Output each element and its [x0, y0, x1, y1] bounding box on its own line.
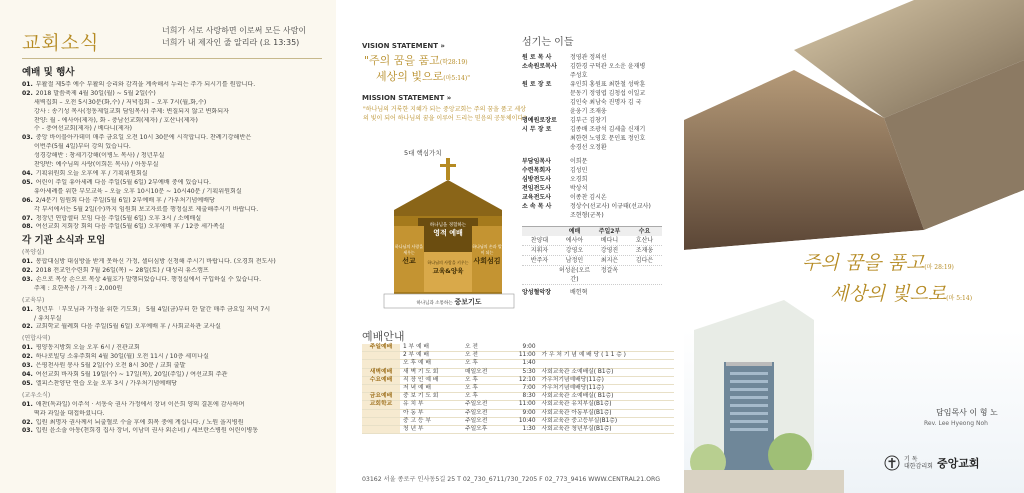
- servant-row: [522, 143, 672, 152]
- denomination: [904, 456, 933, 470]
- news-item: [22, 419, 328, 428]
- worship-ampm: 주일오전: [462, 417, 505, 425]
- worship-time: 7:00: [505, 385, 539, 393]
- news-body: [22, 64, 328, 436]
- servant-role: [522, 71, 570, 80]
- news-item-number: 05.: [22, 178, 33, 186]
- news-item-number: 03.: [22, 275, 33, 283]
- news-item-text: 기획위원회 오늘 오후에 후 / 기획위원회실: [35, 169, 148, 177]
- worship-row: [362, 426, 674, 434]
- worship-name: 오 후 예 배: [400, 360, 462, 368]
- servant-row: [522, 166, 672, 175]
- worship-name: 중 고 등 부: [400, 417, 462, 425]
- news-item: [22, 344, 328, 353]
- worship-time: 9:00: [505, 344, 539, 352]
- news-item-text: 이번주(5월 4일)부터 강의 있습니다.: [34, 143, 131, 151]
- choir-grid-head-cell: 주일2부: [598, 228, 621, 235]
- worship-cat: [362, 360, 400, 368]
- worship-name: 유 치 부: [400, 401, 462, 409]
- news-item-text: 새벽집회 – 오전 5시30분(화,수) / 저녁집회 – 오후 7시(월,화,수): [34, 98, 207, 106]
- worship-time: 8:30: [505, 393, 539, 401]
- worship-time: 9:00: [505, 409, 539, 417]
- servant-row: [522, 98, 672, 107]
- worship-row: [362, 376, 674, 384]
- worship-name: 아 동 부: [400, 409, 462, 417]
- worship-cat: 교회학교: [362, 401, 400, 409]
- mission-heading: MISSION STATEMENT »: [362, 94, 452, 102]
- vision-line-2: 세상의 빛으로: [376, 70, 444, 83]
- worship-ampm: 오 후: [462, 376, 505, 384]
- servant-names: 김부근 김창기: [570, 117, 607, 124]
- news-item-number: 02.: [22, 267, 33, 275]
- servant-role: [522, 143, 570, 152]
- worship-name: 2 부 예 배: [400, 352, 462, 360]
- news-item-number: 04.: [22, 371, 33, 378]
- news-item: [22, 143, 328, 152]
- denomination-line-2: 대한감리회: [904, 463, 933, 470]
- worship-cat: [362, 409, 400, 417]
- news-item-number: 02.: [22, 353, 33, 361]
- news-item-text: 여선교회 바자회 5월 19일(수) ~ 17일(목), 20일(주일) / 여선교회 주관: [35, 371, 228, 378]
- value-3: 사회섬김: [473, 257, 501, 265]
- news-item: [22, 353, 328, 362]
- choir-grid-cell: 김다은: [635, 257, 654, 264]
- worship-ampm: 오 후: [462, 385, 505, 393]
- worship-ampm: 오 후: [462, 360, 505, 368]
- worship-place: 사회교육관 청년부실(B1층): [539, 426, 674, 434]
- servant-role: [522, 89, 570, 98]
- building-tower: [724, 362, 774, 472]
- value-1: 영적 예배: [433, 229, 463, 237]
- worship-time: 1:30: [505, 426, 539, 434]
- worship-row: [362, 368, 674, 376]
- news-item-number: 01.: [22, 344, 33, 352]
- choir-grid-row: [522, 266, 662, 285]
- servant-role: 수련목회자: [522, 167, 551, 174]
- news-item: [22, 152, 328, 161]
- worship-row: [362, 360, 674, 368]
- value-4-sub: 하나님의 사람을 키우는: [427, 260, 469, 265]
- news-item: [22, 276, 328, 285]
- worship-time: 1:40: [505, 360, 539, 368]
- news-item-number: 02.: [22, 89, 33, 97]
- servant-names: 정영관 정의선: [570, 54, 607, 61]
- news-item-text: 떡과 과일을 대접하셨니다.: [34, 409, 105, 417]
- servant-role: 소속원로목사: [522, 63, 557, 70]
- news-item-text: 각 부서에서는 5월 2일(수)까지 임원회 보고자료를 행정실로 제출해주시기 바랍니다.: [34, 205, 259, 213]
- church-news-panel: [0, 0, 336, 493]
- church-news-title: 교회소식: [22, 32, 100, 54]
- news-item: [22, 170, 328, 179]
- group-label: (목양실): [22, 249, 45, 257]
- choir-grid-cell: 지휘자: [530, 247, 549, 254]
- servant-names: 조현형(군목): [570, 212, 604, 219]
- news-item-text: 엘피스찬양단 연습 오늘 오후 3시 / 가우처기념예배당: [35, 379, 177, 387]
- worship-place: [539, 344, 674, 352]
- servant-row: [522, 116, 672, 125]
- news-item-text: 수 - 충여선교회(제자) / 베다니(제자): [34, 125, 133, 133]
- worship-guide-title: 예배안내: [362, 330, 405, 343]
- news-item-text: 청년부 「부모님과 가정을 위한 기도회」 5월 4일(금)부터 한 달간 매주 금요일 저녁 7시: [35, 305, 271, 313]
- choir-grid-cell: [627, 266, 662, 284]
- servant-names: 최한현 노영호 문인표 정인호: [570, 135, 646, 142]
- servant-role: 명예원로장로: [522, 117, 557, 124]
- section-heading: 각 기관 소식과 모임: [22, 235, 106, 247]
- news-item-number: 03.: [22, 362, 33, 370]
- vision-ref-2: (마5:14)": [443, 75, 470, 82]
- servant-names: 김인숙 최남숙 진명자 김 국: [570, 99, 642, 106]
- worship-place: 사회교육관 소예배실( B1층): [539, 368, 674, 376]
- news-item-text: 주제 : 요한복음 / 가격 : 2,000원: [34, 284, 123, 292]
- worship-name: 직 장 인 예 배: [400, 376, 462, 384]
- news-item: [22, 410, 328, 419]
- prayer-label: 앙성혈악장: [522, 289, 551, 296]
- news-item-text: 평양동지방회 오늘 오후 6시 / 진관교회: [35, 344, 140, 352]
- choir-grid-row: [522, 236, 662, 246]
- news-item: [22, 197, 328, 206]
- news-item: [22, 223, 328, 232]
- servant-row: [522, 71, 672, 80]
- news-item-text: 성경강해반 : 창세기강해(이병노 목사) / 청년부실: [34, 152, 165, 160]
- servant-role: [522, 134, 570, 143]
- choir-grid-head-cell: 수요: [638, 228, 651, 235]
- choir-grid-cell: 조재웅: [635, 247, 654, 254]
- value-5: 중보기도: [454, 298, 482, 306]
- vision-line-1: "주의 꿈을 품고: [364, 54, 440, 67]
- worship-row: [362, 401, 674, 409]
- servant-row: [522, 202, 672, 211]
- worship-time: 5:30: [505, 368, 539, 376]
- news-item-text: 찬양: 월 - 에사아(제자), 화 - 충남선교회(제자) / 호산나(제자): [34, 116, 198, 124]
- news-item: [22, 108, 328, 117]
- worship-name: 저 녁 예 배: [400, 385, 462, 393]
- choir-grid-cell: 호산나: [635, 237, 654, 244]
- servants-title: 섬기는 이들: [522, 37, 574, 48]
- news-item-text: 유아세례를 위한 부모교육 – 오늘 오후 10시10분 ~ 10시40분 / 기획위원회실: [34, 187, 242, 195]
- worship-cat: 수요예배: [362, 376, 400, 384]
- servant-names: 이희문: [570, 158, 588, 165]
- worship-time: 11:00: [505, 352, 539, 360]
- choir-grid-cell: 에사아: [565, 237, 584, 244]
- cover-verse: [802, 250, 972, 312]
- vision-ref-1: (학28:19): [439, 59, 468, 66]
- group-label: (교우소식): [22, 391, 51, 399]
- news-item-number: 02.: [22, 418, 33, 426]
- choir-grid: [522, 226, 662, 285]
- servant-names: 윤웅기 조재웅: [570, 108, 607, 115]
- news-item-text: 교회학교 월례회 다음 주일(5월 6일) 오후예배 후 / 사회교육관 교사실: [35, 323, 221, 331]
- worship-row: [362, 393, 674, 401]
- servant-role: 전임전도사: [522, 185, 551, 192]
- news-item: [22, 117, 328, 126]
- servant-names: 김성민: [570, 167, 588, 174]
- news-item: [22, 215, 328, 224]
- news-item-number: 01.: [22, 258, 33, 266]
- news-item-text: / 유치부실: [34, 314, 62, 322]
- servant-row: [522, 89, 672, 98]
- servant-row: [522, 62, 672, 71]
- worship-cat: [362, 417, 400, 425]
- news-item: [22, 371, 328, 380]
- core-values-title: 5대 핵심가치: [404, 149, 442, 157]
- vision-worship-panel: [342, 0, 682, 493]
- news-item: [22, 161, 328, 170]
- news-item: [22, 380, 328, 389]
- news-item-text: 강사 : 송기성 목사(정동제일교회 담임목사) 주제: 변질되지 않고 변화되자: [34, 107, 230, 115]
- choir-grid-cell: 반주자: [530, 257, 549, 264]
- worship-name: 새 벽 기 도 회: [400, 368, 462, 376]
- choir-grid-cell: 남정인: [565, 257, 584, 264]
- servant-row: [522, 80, 672, 89]
- worship-row: [362, 409, 674, 417]
- worship-cat: [362, 426, 400, 434]
- servant-names: 김종배 조광석 김세출 신재기: [570, 126, 646, 133]
- news-item-text: 애찬(독과일) 이주석 · 서동숙 권사 가정에서 장녀 이은희 양의 결혼에 감사하며: [35, 400, 245, 408]
- church-address-footer: 03162 서울 종로구 인사동5길 25 T 02_730_6711/730_7205 F 02_773_9416 WWW.CENTRAL21.ORG: [362, 476, 661, 483]
- choir-grid-head-cell: 예배: [568, 228, 581, 235]
- worship-place: [539, 360, 674, 368]
- servant-row: [522, 157, 672, 166]
- worship-ampm: 주일오후: [462, 426, 505, 434]
- servant-row: [522, 184, 672, 193]
- worship-table: [362, 344, 674, 434]
- news-item: [22, 258, 328, 267]
- news-item-text: 중앙 바이블아카데미 매주 금요일 오전 10시 30분에 시작합니다. 찬례기강해반은: [35, 134, 252, 142]
- news-item: [22, 362, 328, 371]
- vision-text: [364, 54, 524, 86]
- worship-ampm: 주일오전: [462, 401, 505, 409]
- worship-name: 청 년 부: [400, 426, 462, 434]
- servant-names: 박상석: [570, 185, 588, 192]
- worship-cat: 새벽예배: [362, 368, 400, 376]
- news-item: [22, 267, 328, 276]
- worship-row: [362, 385, 674, 393]
- worship-ampm: 오 전: [462, 344, 505, 352]
- news-item-number: 01.: [22, 80, 33, 88]
- group-label: (교육부): [22, 296, 45, 304]
- servant-role: 시 무 장 로: [522, 126, 552, 133]
- servant-role: 부담임목사: [522, 158, 551, 165]
- cover-verse-ref-1: (마 28:19): [924, 264, 954, 271]
- servant-row: [522, 175, 672, 184]
- vision-heading: VISION STATEMENT »: [362, 42, 445, 50]
- news-item-text: 2/4분기 임원회 다음 주일(5월 6일) 2부예배 후 / 가우처기념예배당: [35, 196, 215, 204]
- servant-role: [522, 107, 570, 116]
- choir-grid-cell: 정갈옥: [600, 267, 619, 274]
- news-item-text: 입원 최명자 권사께서 뇌출혈로 수술 후에 회복 중에 계십니다. / 노원 을지병원: [35, 418, 244, 426]
- choir-grid-cell: [522, 266, 557, 284]
- servant-names: 김한경 구덕관 오소운 윤재병: [570, 63, 646, 70]
- worship-place: 사회교육관 아동부실(B1층): [539, 409, 674, 417]
- choir-grid-row: [522, 256, 662, 266]
- news-item: [22, 99, 328, 108]
- value-4: 교육&양육: [432, 267, 464, 275]
- church-emblem-icon: [884, 455, 900, 471]
- news-item-text: 봉합대심방 대심방을 받게 못하신 가정, 셀터심방 신청해 주시기 바랍니다. (오경희 전도사): [35, 258, 276, 266]
- worship-name: 1 부 예 배: [400, 344, 462, 352]
- news-item: [22, 306, 328, 315]
- group-label: (연합사역): [22, 335, 51, 343]
- news-item-number: 02.: [22, 323, 33, 331]
- servant-names: 주성호: [570, 72, 588, 79]
- servant-row: [522, 107, 672, 116]
- servant-names: 이종찬 김시온: [570, 194, 607, 201]
- choir-grid-cell: 강영오: [565, 247, 584, 254]
- news-item-number: 03.: [22, 134, 33, 142]
- choir-grid-cell: 강영진: [600, 247, 619, 254]
- worship-place: 사회교육관 중고등부실(B1층): [539, 417, 674, 425]
- news-item: [22, 125, 328, 134]
- worship-place: 가우처기념예배당(11층): [539, 376, 674, 384]
- news-item-number: 03.: [22, 427, 33, 435]
- worship-cat: 주일예배: [362, 344, 400, 352]
- news-item-text: 2018 말씀축제 4월 30일(월) ~ 5월 2일(수): [35, 89, 156, 97]
- servant-names: 오경희: [570, 176, 588, 183]
- news-item-number: 07.: [22, 214, 33, 222]
- servant-role: [522, 211, 570, 220]
- news-item-text: 손으로 목상 손으로 목상 4월호가 발행되었습니다. 행정실에서 구입하실 수 있습니다.: [35, 275, 262, 283]
- servant-row: [522, 125, 672, 134]
- church-labels: [374, 158, 524, 310]
- choir-grid-corner: [522, 227, 557, 236]
- servant-role: 교육전도사: [522, 194, 551, 201]
- servant-names: 정상수(선교사) 이규태(선교사): [570, 203, 651, 210]
- worship-ampm: 오 후: [462, 393, 505, 401]
- worship-name: 중 보 기 도 회: [400, 393, 462, 401]
- value-2-sub: 하나님의 사랑을 세우는: [394, 244, 424, 255]
- senior-pastor: 담임목사 이 형 노: [936, 408, 998, 417]
- worship-place: 가 우 처 기 념 예 배 당 ( 1 1 층 ): [539, 352, 674, 360]
- servant-names: 문동기 정영엽 김청섭 이일교: [570, 90, 646, 97]
- value-1-sub: 하나님을 경험하는: [429, 223, 467, 228]
- worship-place: 사회교육관 유치부실(B1층): [539, 401, 674, 409]
- servant-names: 송경선 오정환: [570, 144, 607, 151]
- worship-ampm: 매일오전: [462, 368, 505, 376]
- news-item-text: 2018 전교인수련회 7월 26일(목) ~ 28일(토) / 대성리 유스캠프: [35, 267, 209, 275]
- news-item-text: 어린이 주일 유아세례 다음 주일(5월 6일) 2부예배 중에 있습니다.: [35, 178, 211, 186]
- church-logo: [884, 455, 980, 471]
- denomination-line-1: 기 독: [904, 456, 918, 463]
- verse-line: 너희가 서로 사랑하면 이로써 모든 사람이: [162, 26, 307, 35]
- worship-ampm: 주일오전: [462, 409, 505, 417]
- worship-cat: [362, 385, 400, 393]
- choir-grid-cell: 찬양대: [530, 237, 549, 244]
- choir-grid-cell: 최지은: [600, 257, 619, 264]
- worship-time: 11:00: [505, 401, 539, 409]
- mission-text: "하나님의 거룩한 지혜가 되는 중앙교회는 주의 꿈을 품고 세상의 빛이 되어 하나님의 꿈을 이루어 드리는 믿음의 공동체이다": [363, 106, 526, 122]
- cover-verse-line-2: 세상의 빛으로: [830, 283, 947, 305]
- value-3-sub: 하나님의 손과 발이 되는: [472, 244, 502, 255]
- servant-role: [522, 98, 570, 107]
- cover-verse-ref-2: (마 5:14): [946, 295, 973, 302]
- news-item: [22, 315, 328, 324]
- worship-row: [362, 352, 674, 360]
- servant-names: 유인희 홍원표 최한철 성락훈: [570, 81, 646, 88]
- servant-role: 원 로 장 로: [522, 81, 552, 88]
- news-item-text: 은평천사원 봉사 5월 2일(수) 오전 8시 30분 / 교회 출발: [35, 362, 186, 370]
- servant-role: 소 속 목 사: [522, 203, 552, 210]
- news-item-text: 하나로빌딩 소유주회의 4월 30일(월) 오전 11시 / 10층 세미나실: [35, 353, 209, 361]
- news-item-number: 08.: [22, 223, 33, 231]
- worship-place: 사회교육관 소예배실( B1층): [539, 393, 674, 401]
- news-item: [22, 81, 328, 90]
- choir-grid-row: [522, 246, 662, 256]
- news-item-text: 입원 윤소솔 아동(천희경 집사 장녀, 이남미 권사 외손녀) / 세브란스병원 어린이병동: [35, 427, 259, 435]
- header-verse: [162, 25, 322, 49]
- section-heading: 예배 및 행사: [22, 67, 75, 78]
- worship-time: 12:10: [505, 376, 539, 384]
- news-item-number: 04.: [22, 169, 33, 177]
- news-item: [22, 401, 328, 410]
- news-item: [22, 179, 328, 188]
- servants-list: [522, 53, 672, 220]
- value-5-sub: 하나님과 소통하는: [416, 301, 453, 306]
- news-item-number: 01.: [22, 400, 33, 408]
- choir-grid-cell: 허성윤(오르간): [558, 267, 591, 283]
- choir-grid-header: [522, 227, 662, 236]
- prayer-leader: [522, 288, 672, 297]
- servant-row: [522, 53, 672, 62]
- servant-role: 심방전도사: [522, 176, 551, 183]
- cover-panel: [684, 0, 1024, 493]
- cover-verse-line-1: 주의 꿈을 품고: [802, 252, 925, 274]
- news-item: [22, 188, 328, 197]
- worship-ampm: 오 전: [462, 352, 505, 360]
- divider: [22, 58, 322, 59]
- servant-row: [522, 134, 672, 143]
- servant-row: [522, 193, 672, 202]
- prayer-name: 배헌혁: [570, 289, 588, 296]
- news-item-number: 05.: [22, 379, 33, 387]
- servant-role: 원 로 목 사: [522, 54, 552, 61]
- news-item: [22, 206, 328, 215]
- news-item-number: 01.: [22, 305, 33, 313]
- servants-section: [522, 38, 672, 297]
- choir-grid-cell: 베다니: [600, 237, 619, 244]
- news-item: [22, 427, 328, 436]
- news-item: [22, 90, 328, 99]
- news-item: [22, 134, 328, 143]
- news-item: [22, 285, 328, 294]
- news-item-text: 찬양반: 예수님의 사랑(이희돈 목사) / 아동부실: [34, 161, 159, 169]
- news-item-text: 청장년 연합셀터 모임 다음 주일(5월 6일) 오후 3시 / 소예배실: [35, 214, 202, 222]
- worship-cat: [362, 352, 400, 360]
- verse-line: 너희가 내 제자인 줄 알리라 (요 13:35): [162, 38, 300, 47]
- worship-place: 가우처기념예배당(11층): [539, 385, 674, 393]
- worship-cat: 금요예배: [362, 393, 400, 401]
- news-item: [22, 323, 328, 332]
- worship-time: 10:40: [505, 417, 539, 425]
- worship-row: [362, 344, 674, 352]
- servant-row: [522, 211, 672, 220]
- church-name: 중앙교회: [936, 457, 980, 470]
- senior-pastor-english: Rev. Lee Hyeong Noh: [924, 420, 988, 427]
- news-item-number: 06.: [22, 196, 33, 204]
- worship-row: [362, 417, 674, 425]
- value-2: 선교: [402, 257, 416, 265]
- news-item-text: 부활절 제5주 예수 부활의 승리와 감격을 계속해서 누리는 주가 되시기를 원합니다.: [35, 80, 256, 88]
- news-item-text: 여선교회 지회장 회의 다음 주일(5월 6일) 오후에배 후 / 12층 세가족실: [35, 223, 225, 231]
